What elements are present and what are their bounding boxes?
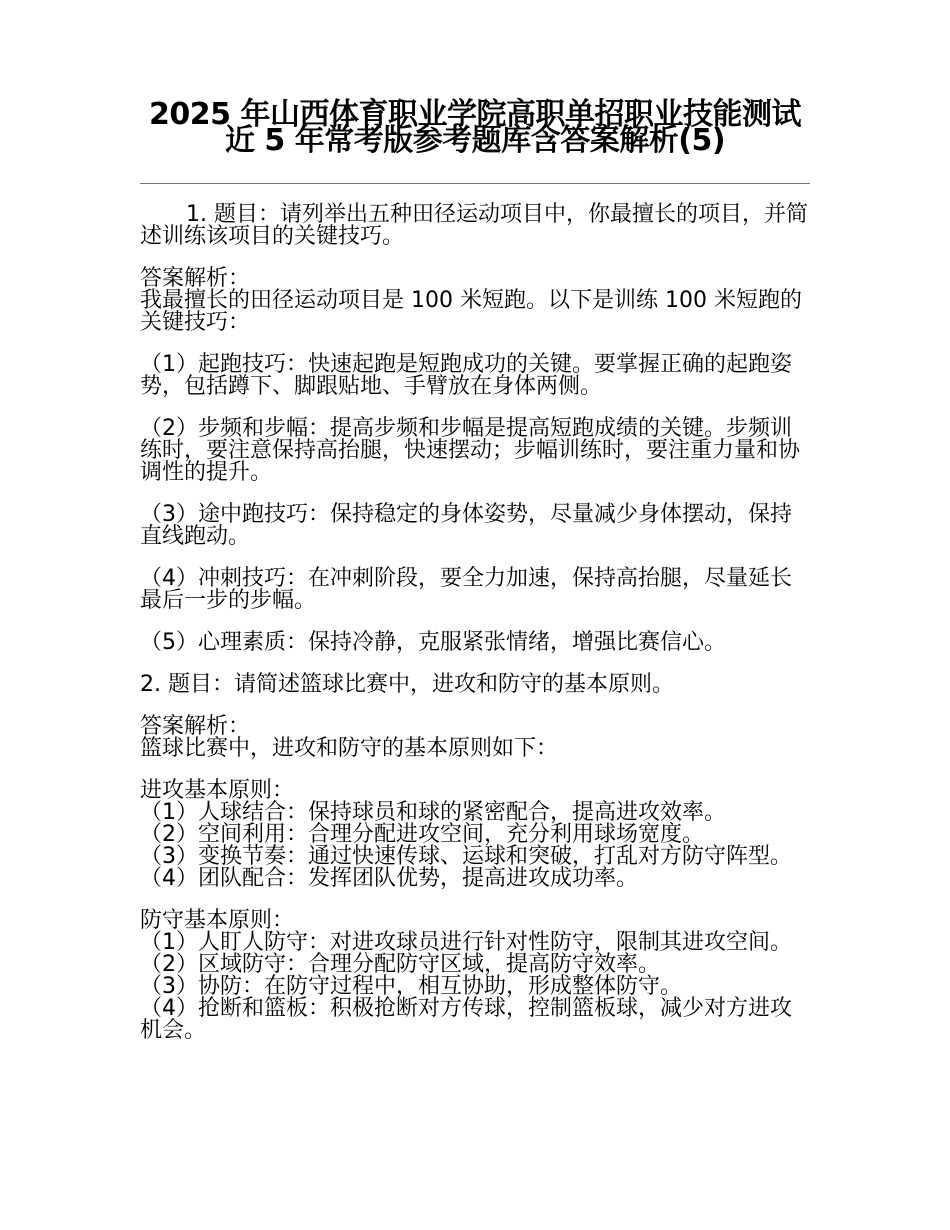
q1-point-4: （4）冲刺技巧：在冲刺阶段，要全力加速，保持高抬腿，尽量延长最后一步的步幅。: [140, 566, 792, 613]
defense-label: 防守基本原则：: [140, 908, 295, 933]
offense-item-2: （2）空间利用：合理分配进攻空间，充分利用球场宽度。: [140, 822, 704, 847]
answer-intro-1: 我最擅长的田径运动项目是 100 米短跑。以下是训练 100 米短跑的关键技巧：: [140, 288, 802, 335]
question-2: 2. 题目：请简述篮球比赛中，进攻和防守的基本原则。: [140, 672, 674, 697]
offense-item-4: （4）团队配合：发挥团队优势，提高进攻成功率。: [140, 866, 638, 891]
title-divider: [140, 183, 810, 184]
offense-label: 进攻基本原则：: [140, 778, 295, 803]
defense-item-3: （3）协防：在防守过程中，相互协助，形成整体防守。: [140, 974, 682, 999]
defense-item-1: （1）人盯人防守：对进攻球员进行针对性防守，限制其进攻空间。: [140, 930, 792, 955]
q1-point-3: （3）途中跑技巧：保持稳定的身体姿势，尽量减少身体摆动，保持直线跑动。: [140, 502, 792, 549]
defense-item-2: （2）区域防守：合理分配防守区域，提高防守效率。: [140, 952, 660, 977]
offense-item-1: （1）人球结合：保持球员和球的紧密配合，提高进攻效率。: [140, 800, 726, 825]
document-body: [140, 204, 812, 1042]
offense-item-3: （3）变换节奏：通过快速传球、运球和突破，打乱对方防守阵型。: [140, 844, 792, 869]
q1-point-2: （2）步频和步幅：提高步频和步幅是提高短跑成绩的关键。步频训练时，要注意保持高抬腿，快速摆动；步幅训练时，要注重力量和协调性的提升。: [140, 416, 801, 485]
document-title: 2025 年山西体育职业学院高职单招职业技能测试近 5 年常考版参考题库含答案解析(5): [149, 97, 801, 158]
answer-label-1: 答案解析：: [140, 266, 251, 291]
defense-item-4: （4）抢断和篮板：积极抢断对方传球，控制篮板球，减少对方进攻机会。: [140, 996, 792, 1043]
question-1: 1. 题目：请列举出五种田径运动项目中，你最擅长的项目，并简述训练该项目的关键技巧。: [140, 202, 808, 249]
answer-intro-2: 篮球比赛中，进攻和防守的基本原则如下：: [140, 736, 559, 761]
q1-point-5: （5）心理素质：保持冷静，克服紧张情绪，增强比赛信心。: [140, 630, 726, 655]
answer-label-2: 答案解析：: [140, 714, 251, 739]
q1-point-1: （1）起跑技巧：快速起跑是短跑成功的关键。要掌握正确的起跑姿势，包括蹲下、脚跟贴地、手臂放在身体两侧。: [140, 352, 792, 399]
